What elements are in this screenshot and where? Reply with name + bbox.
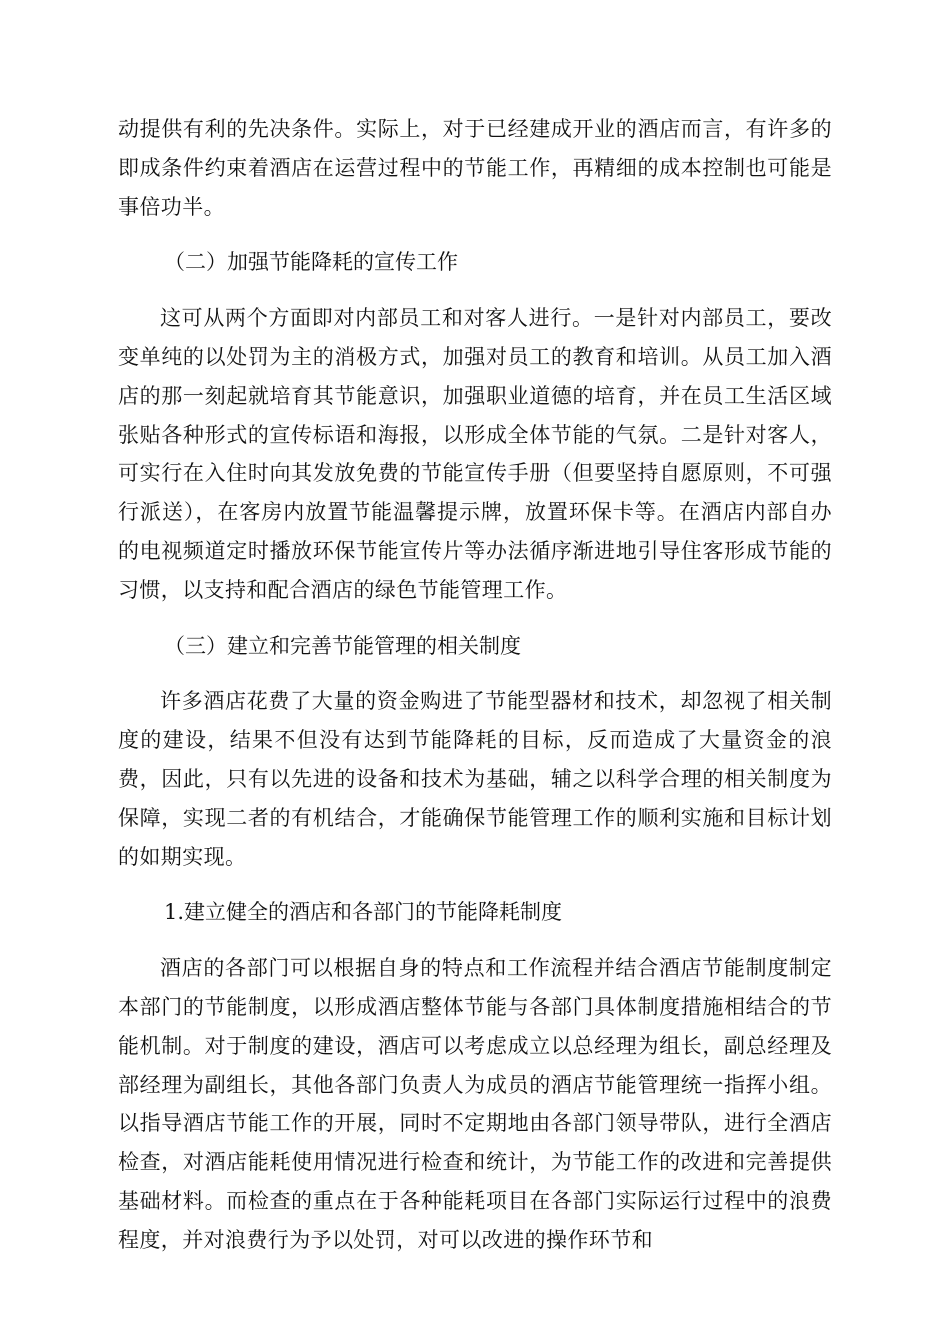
spacer <box>118 610 832 627</box>
section-heading-3: （三）建立和完善节能管理的相关制度 <box>164 633 521 658</box>
section-heading-2: （二）加强节能降耗的宣传工作 <box>164 250 458 275</box>
paragraph-departments: 酒店的各部门可以根据自身的特点和工作流程并结合酒店节能制度制定本部门的节能制度，以形成酒店整体节能与各部门具体制度措施相结合的节能机制。对于制度的建设，酒店可以考虑成立以总经理为组长，副总经理及部经理为副组长，其他各部门负责人为成员的酒店节能管理统一指挥小组。以指导酒店节能工作的开展，同时不定期地由各部门领导带队，进行全酒店检查，对酒店能耗使用情况进行检查和统计，为节能工作的改进和完善提供基础材料。而检查的重点在于各种能耗项目在各部门实际运行过程中的浪费程度，并对浪费行为予以处罚，对可以改进的操作环节和 <box>118 956 832 1252</box>
paragraph-system: 许多酒店花费了大量的资金购进了节能型器材和技术，却忽视了相关制度的建设，结果不但没有达到节能降耗的目标，反而造成了大量资金的浪费，因此，只有以先进的设备和技术为基础，辅之以科学合理的相关制度为保障，实现二者的有机结合，才能确保节能管理工作的顺利实施和目标计划的如期实现。 <box>118 689 832 869</box>
paragraph-publicity: 这可从两个方面即对内部员工和对客人进行。一是针对内部员工，要改变单纯的以处罚为主的消极方式，加强对员工的教育和培训。从员工加入酒店的那一刻起就培育其节能意识，加强职业道德的培育，并在员工生活区域张贴各种形式的宣传标语和海报，以形成全体节能的气氛。二是针对客人，可实行在入住时向其发放免费的节能宣传手册（但要坚持自愿原则，不可强行派送），在客房内放置节能温馨提示牌，放置环保卡等。在酒店内部自办的电视频道定时播放环保节能宣传片等办法循序渐进地引导住客形成节能的习惯，以支持和配合酒店的绿色节能管理工作。 <box>118 306 832 602</box>
spacer <box>118 282 832 299</box>
paragraph-continued: 动提供有利的先决条件。实际上，对于已经建成开业的酒店而言，有许多的即成条件约束着酒店在运营过程中的节能工作，再精细的成本控制也可能是事倍功半。 <box>118 117 832 219</box>
subsection-heading-1: 1.建立健全的酒店和各部门的节能降耗制度 <box>164 900 563 925</box>
spacer <box>118 932 832 949</box>
spacer <box>118 665 832 682</box>
spacer <box>118 876 832 893</box>
spacer <box>118 226 832 243</box>
